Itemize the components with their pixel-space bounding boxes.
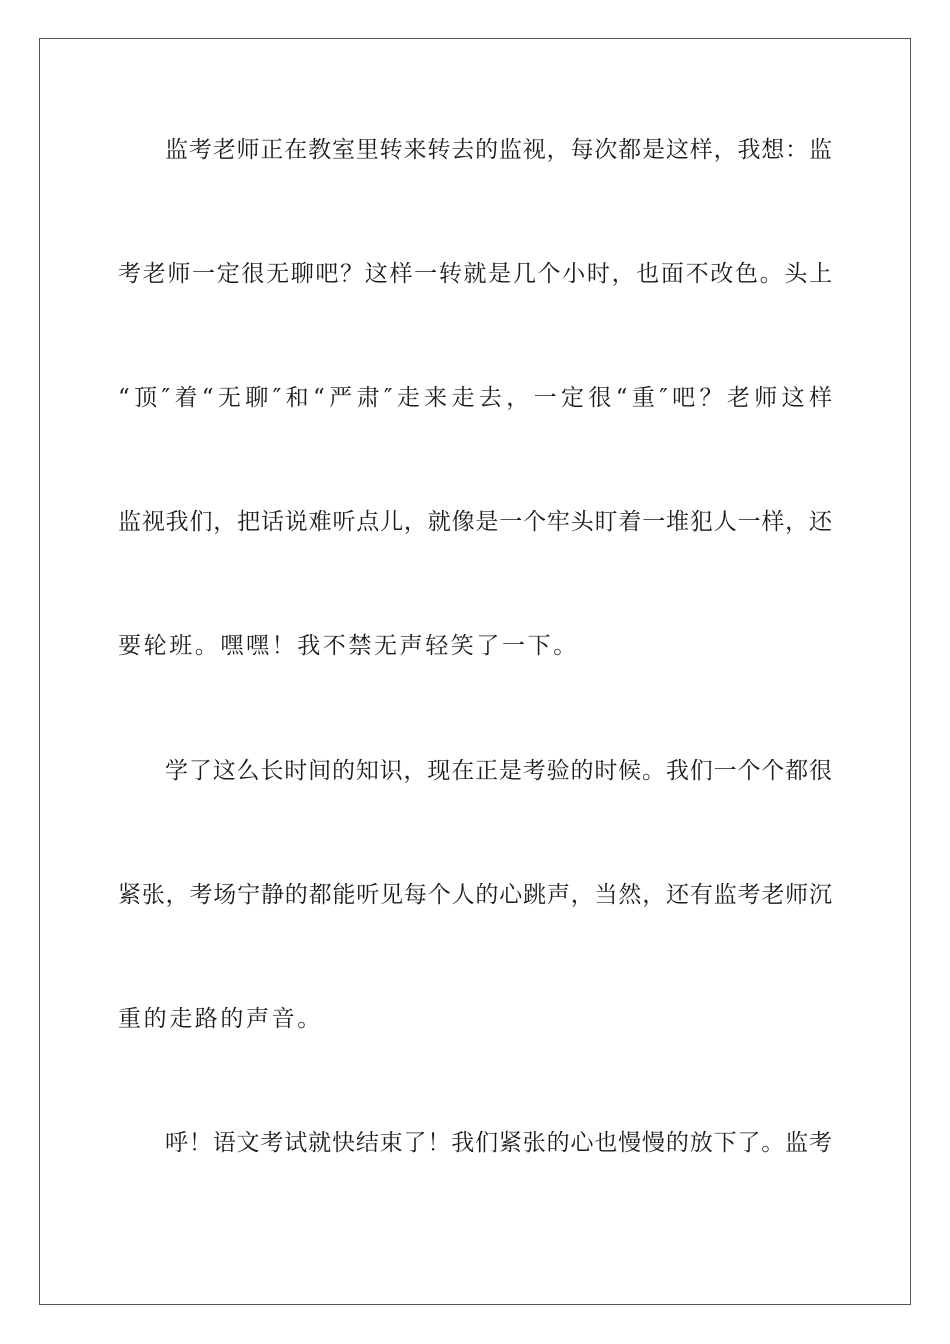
page-border [39,38,911,1305]
text-line: 重的走路的声音。 [118,1006,323,1032]
text-line: 考老师一定很无聊吧？这样一转就是几个小时，也面不改色。头上 [118,261,832,287]
text-line: 学了这么长时间的知识，现在正是考验的时候。我们一个个都很 [165,758,832,784]
text-line: 监考老师正在教室里转来转去的监视，每次都是这样，我想：监 [165,137,832,163]
text-line: 要轮班。嘿嘿！我不禁无声轻笑了一下。 [118,633,579,659]
text-line: 呼！语文考试就快结束了！我们紧张的心也慢慢的放下了。监考 [165,1130,832,1156]
text-line: 紧张，考场宁静的都能听见每个人的心跳声，当然，还有监考老师沉 [118,882,832,908]
text-line: “顶″着“无聊″和“严肃″走来走去，一定很“重″吧？老师这样 [118,385,832,411]
text-line: 监视我们，把话说难听点儿，就像是一个牢头盯着一堆犯人一样，还 [118,509,832,535]
